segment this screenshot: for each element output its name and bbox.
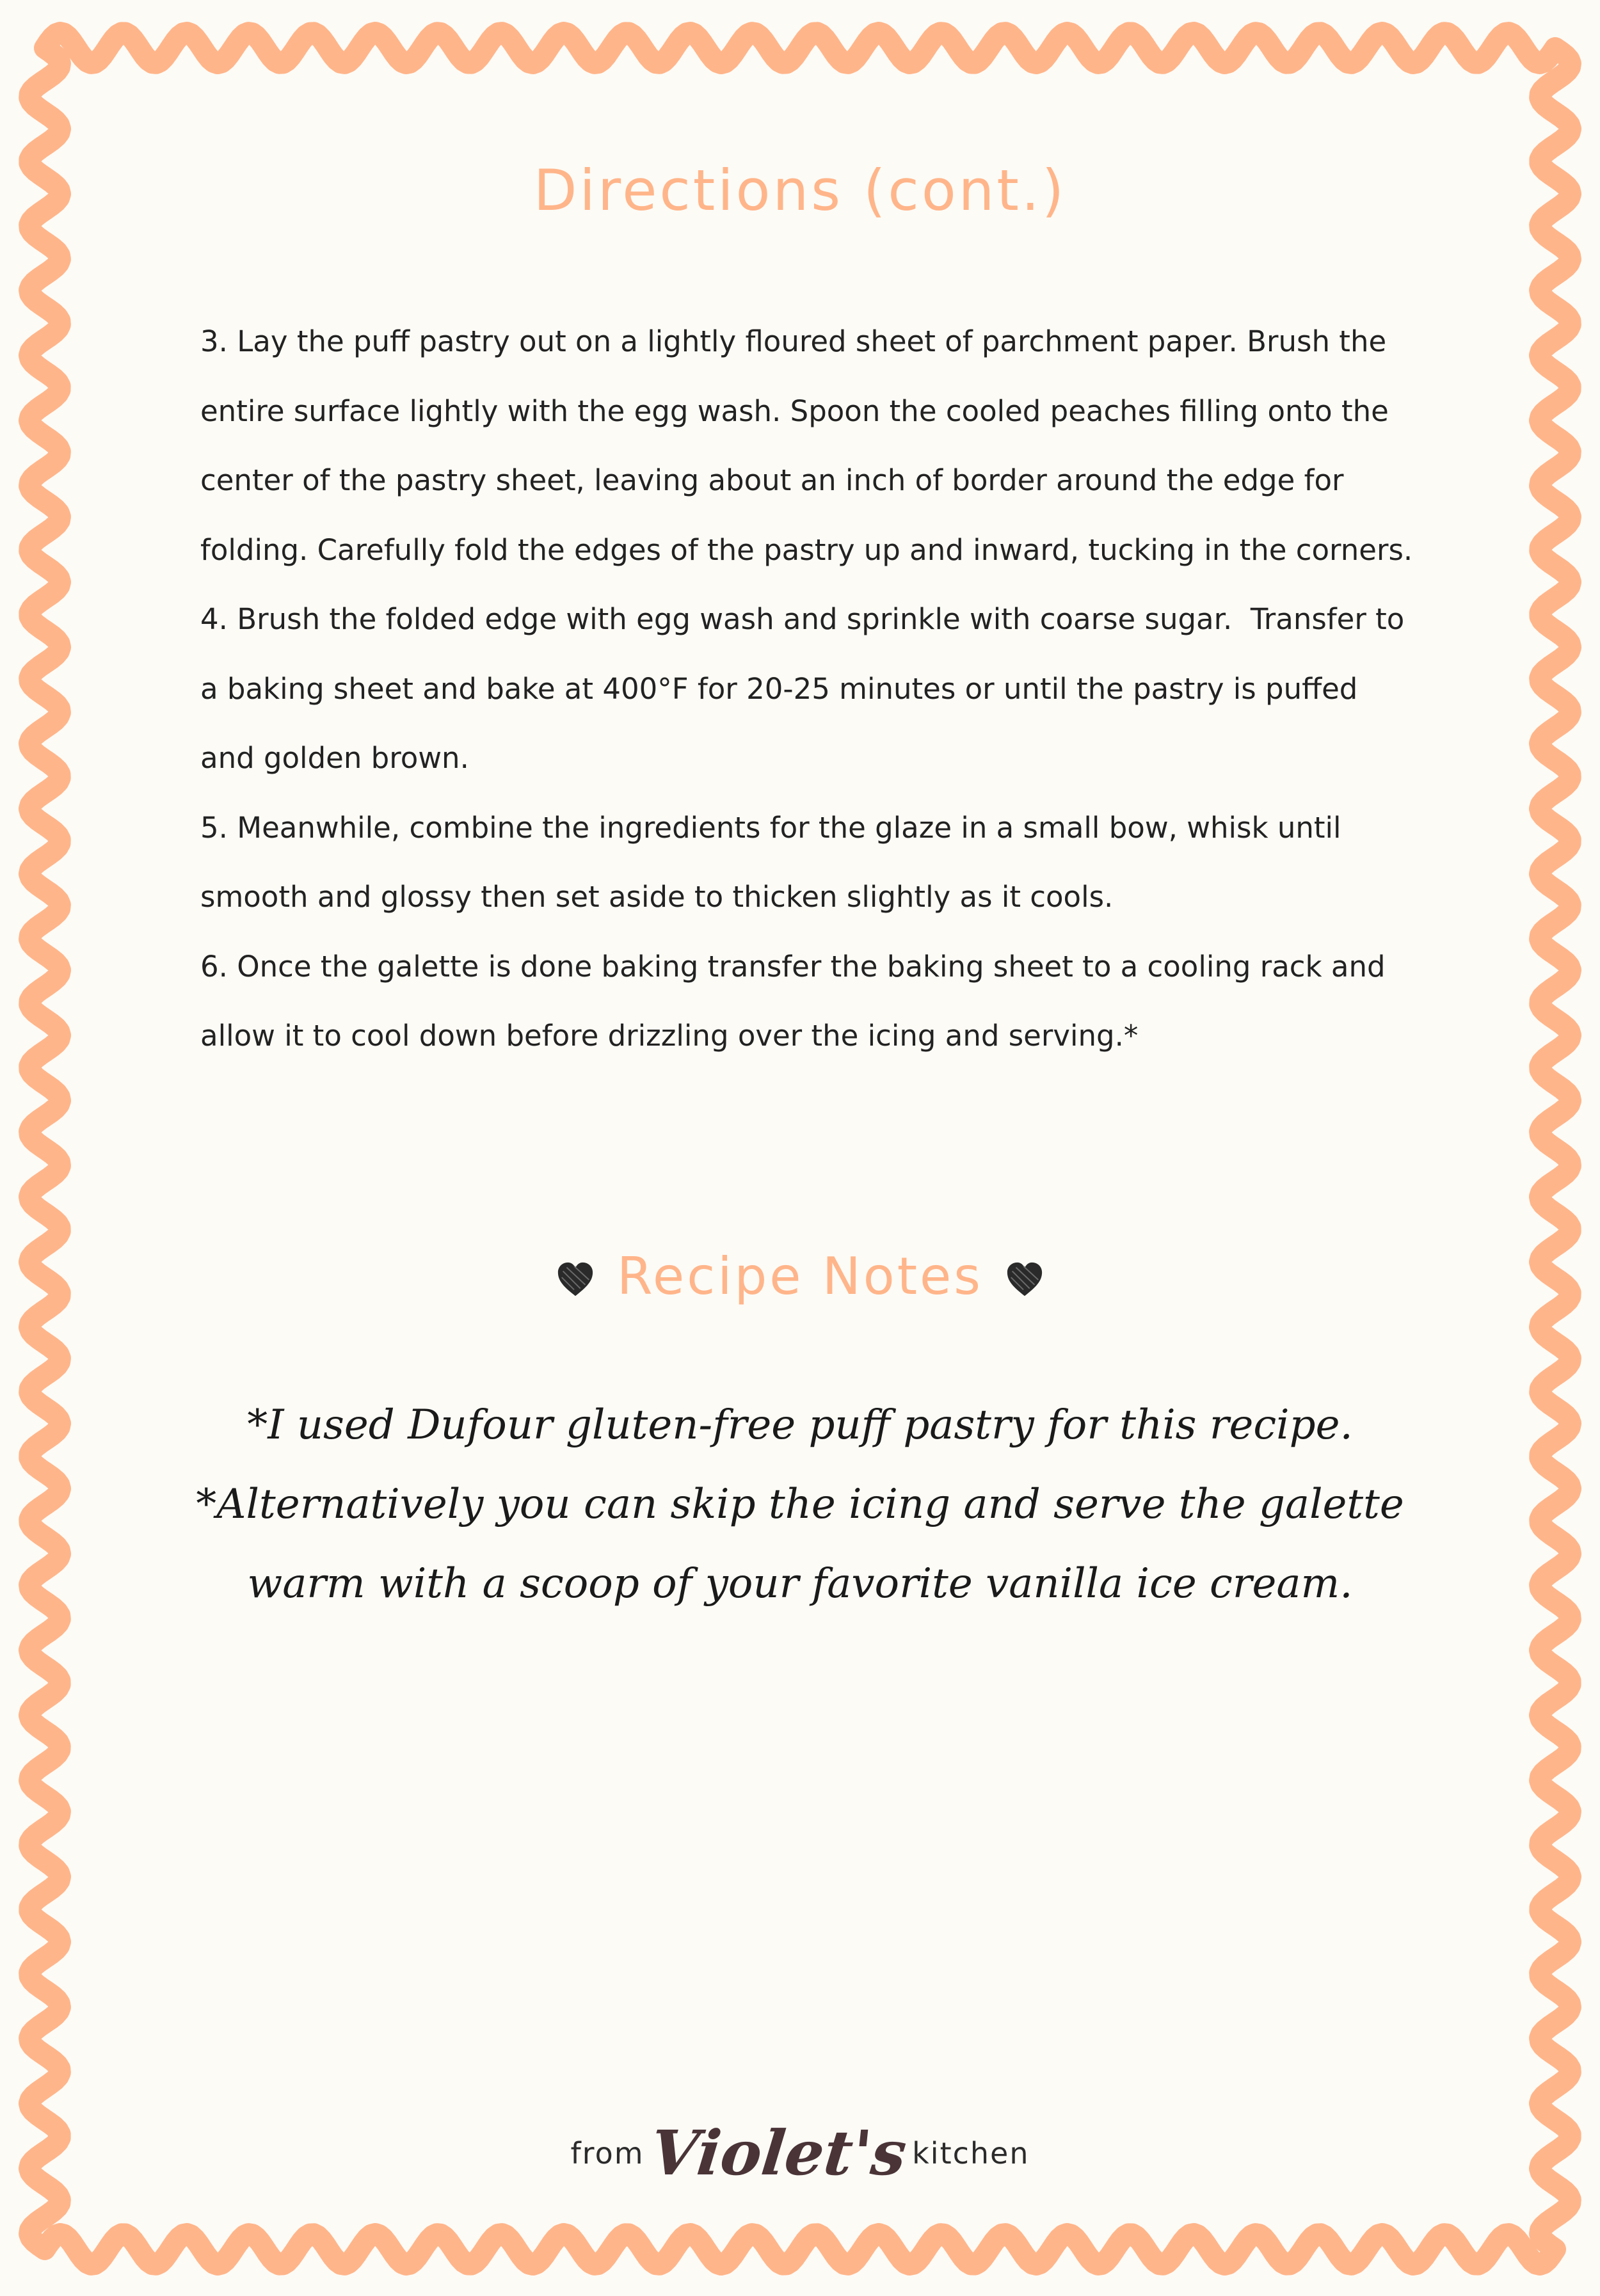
- recipe-notes-title: Recipe Notes: [617, 1247, 983, 1306]
- footer-from: from: [570, 2136, 644, 2171]
- note-line: *Alternatively you can skip the icing and serve the galette warm with a scoop of your favorite vanilla ice cream.: [196, 1481, 1404, 1607]
- direction-step-5: 5. Meanwhile, combine the ingredients for the glaze in a small bow, whisk until smooth and glossy then set aside to thicken slightly as it cools.: [200, 810, 1350, 914]
- recipe-notes-heading: [0, 1235, 1600, 1318]
- direction-step-6: 6. Once the galette is done baking transfer the baking sheet to a cooling rack and allow it to cool down before drizzling over the icing and serving.*: [200, 949, 1395, 1053]
- recipe-notes-text: [160, 1385, 1440, 1623]
- directions-list: [200, 307, 1416, 1071]
- footer-logo: [0, 2112, 1600, 2195]
- direction-step-3: 3. Lay the puff pastry out on a lightly floured sheet of parchment paper. Brush the entire surface lightly with the egg wash. Spoon the cooled peaches filling onto the center of the pastry sheet, leaving about an inch of border around the edge for folding. Carefully fold the edges of the pastry up and inward, tucking in the corners.: [200, 324, 1413, 567]
- heart-icon: [556, 1260, 595, 1300]
- footer-kitchen: kitchen: [912, 2136, 1030, 2171]
- directions-title: Directions (cont.): [533, 157, 1067, 223]
- footer-brand: Violet's: [646, 2117, 910, 2189]
- direction-step-4: 4. Brush the folded edge with egg wash and sprinkle with coarse sugar. Transfer to a baking sheet and bake at 400°F for 20-25 minutes or until the pastry is puffed and golden brown.: [200, 602, 1414, 775]
- note-line: *I used Dufour gluten-free puff pastry for this recipe.: [247, 1401, 1353, 1449]
- heart-icon: [1005, 1260, 1044, 1300]
